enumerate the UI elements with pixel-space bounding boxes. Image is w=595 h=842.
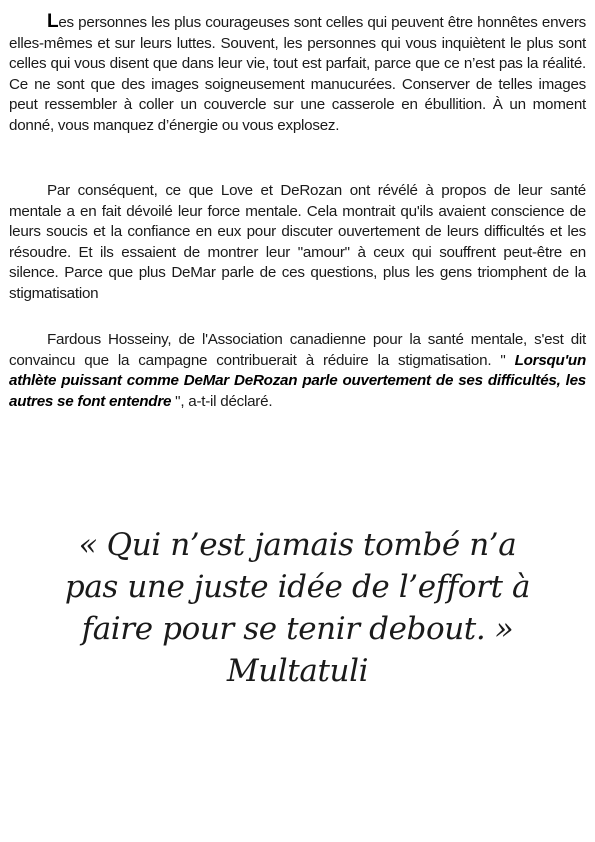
paragraph-1-text: [9, 12, 586, 137]
athlete-quote: Lorsqu'un athlète puissant comme DeMar DeRozan parle ouvertement de ses difficultés, les autres se font entendre: [9, 351, 586, 410]
epigraph-line-2: pas une juste idée de l’effort à: [64, 569, 531, 605]
epigraph-line-1: « Qui n’est jamais tombé n’a: [78, 527, 517, 563]
article-paragraph-3: [9, 330, 586, 412]
paragraph-3-outro: ", a-t-il déclaré.: [171, 392, 273, 410]
article-paragraph-2: [9, 181, 586, 305]
epigraph-author: Multatuli: [226, 653, 369, 689]
paragraph-2-text: Par conséquent, ce que Love et DeRozan ont révélé à propos de leur santé mentale a en fait dévoilé leur force mentale. Cela montrait qu'ils avaient conscience de leurs soucis et la confiance en eux pour discuter ouvertement de leurs difficultés et les résoudre. Et ils essaient de montrer leur "amour" à ceux qui souffrent peut-être en silence. Parce que plus DeMar parle de ces questions, plus les gens triomphent de la stigmatisation: [9, 182, 586, 302]
epigraph-quote: [40, 524, 555, 692]
paragraph-1-body: es personnes les plus courageuses sont celles qui peuvent être honnêtes envers elles-mêmes et sur leurs luttes. Souvent, les personnes qui vous inquiètent le plus sont celles qui vous disent que dans leur vie, tout est parfait, parce que ce n’est pas la réalité. Ce ne sont que des images soigneusement manucurées. Conserver de telles images peut ressembler à coller un couvercle sur une casserole en ébullition. À un moment donné, vous manquez d’énergie ou vous explosez.: [9, 14, 586, 134]
paragraph-3-text: [9, 330, 586, 412]
paragraph-3-intro: Fardous Hosseiny, de l'Association canadienne pour la santé mentale, s'est dit convaincu que la campagne contribuerait à réduire la stigmatisation. ": [9, 331, 586, 369]
drop-cap: L: [47, 11, 59, 32]
article-paragraph-1: [9, 12, 586, 137]
epigraph-line-3: faire pour se tenir debout. »: [81, 611, 514, 647]
